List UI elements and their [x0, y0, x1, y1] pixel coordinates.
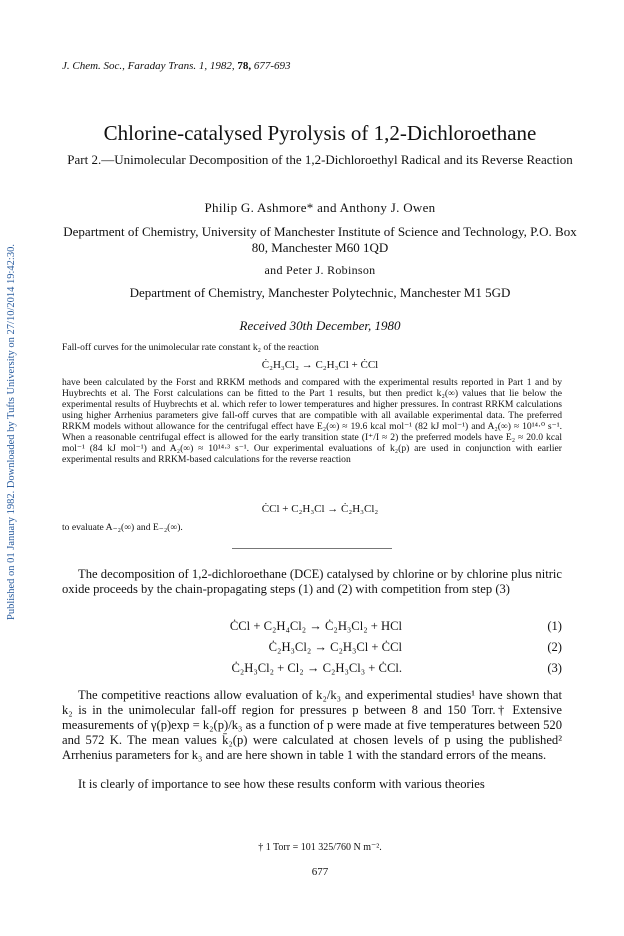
footnote: † 1 Torr = 101 325/760 N m⁻².: [258, 842, 382, 853]
affiliation-umist: Department of Chemistry, University of Manchester Institute of Science and Technology, P.O. Box 80, Manchester M60 1QD: [63, 224, 577, 255]
authors-primary: Philip G. Ashmore* and Anthony J. Owen: [204, 200, 436, 215]
affiliation-polytechnic: Department of Chemistry, Manchester Polytechnic, Manchester M1 5GD: [129, 285, 511, 300]
equation-2-expression: Ċ₂H₃Cl₂ → C₂H₃Cl + ĊCl: [268, 640, 402, 654]
abstract-reaction-reverse: ĊCl + C₂H₃Cl → Ċ₂H₃Cl₂: [261, 503, 379, 515]
abstract-intro: Fall-off curves for the unimolecular rate constant k₂ of the reaction: [62, 342, 319, 353]
abstract-body: have been calculated by the Forst and RRKM methods and compared with the experimental results reported in Part 1 and by Huybrechts et al. The Forst calculations can be fitted to the Part 1 results, but then predict k₂(∞) values that lie below the experimental results of Huybrechts et al. which refer to lower temperatures and higher pressures. In contrast RRKM calculations using higher Arrhenius parameters give fall-off curves that are compatible with all available experimental data. The preferred RRKM models without allowance for the centrifugal effect have E₂(∞) ≈ 19.6 kcal mol⁻¹ (82 kJ mol⁻¹) and A₂(∞) ≈ 10¹⁴·⁰ s⁻¹. When a reasonable centrifugal effect is allowed for the early transition state (I⁺/I ≈ 2) the preferred models have E₂ ≈ 20.0 kcal mol⁻¹ (84 kJ mol⁻¹) and A₂(∞) ≈ 10¹⁴·³ s⁻¹. Our experimental evaluations of k₂(p) are used in conjunction with earlier experimental results and RRKM-based calculations for the reverse reaction: [62, 377, 562, 465]
equation-3: [62, 661, 562, 677]
abstract-reaction-forward: Ċ₂H₃Cl₂ → C₂H₃Cl + ĊCl: [261, 359, 379, 371]
journal-pages: 677-693: [253, 60, 291, 72]
equation-2-number: (2): [547, 640, 562, 654]
abstract-conclusion: to evaluate A₋₂(∞) and E₋₂(∞).: [62, 522, 183, 533]
journal-citation: [62, 60, 291, 72]
equation-2: [62, 640, 562, 656]
journal-year: 1982,: [209, 60, 235, 72]
paper-subtitle: Part 2.—Unimolecular Decomposition of the 1,2-Dichloroethyl Radical and its Reverse Reaction: [67, 152, 573, 167]
section-divider: [232, 548, 392, 549]
journal-volume: 78,: [237, 60, 252, 72]
equation-1-number: (1): [547, 619, 562, 633]
paper-title: Chlorine-catalysed Pyrolysis of 1,2-Dichloroethane: [103, 121, 537, 145]
equation-3-expression: Ċ₂H₃Cl₂ + Cl₂ → C₂H₃Cl₃ + ĊCl.: [231, 661, 402, 675]
download-watermark-link[interactable]: Published on 01 January 1982. Downloaded by Tufts University on 27/10/2014 19:42:30.: [6, 244, 17, 620]
body-paragraph-2: The competitive reactions allow evaluation of k₂/k₃ and experimental studies¹ have shown that k₂ is in the unimolecular fall-off region for pressures p between 8 and 150 Torr.† Extensive measurements of γ(p)exp = k₂(p)/k₃ as a function of p were made at five temperatures between 520 and 572 K. The mean values k̄₂(p) were calculated at chosen levels of p using the published² Arrhenius parameters for k₃ and are here shown in table 1 with the standard errors of the means.: [62, 688, 562, 762]
body-paragraph-1: The decomposition of 1,2-dichloroethane (DCE) catalysed by chlorine or by chlorine plus nitric oxide proceeds by the chain-propagating steps (1) and (2) with competition from step (3): [62, 567, 562, 596]
equation-3-number: (3): [547, 661, 562, 675]
received-date: Received 30th December, 1980: [239, 318, 401, 333]
page-number: 677: [311, 866, 329, 878]
authors-secondary: and Peter J. Robinson: [264, 263, 376, 277]
journal-name: J. Chem. Soc., Faraday Trans. 1,: [62, 60, 208, 72]
equation-1: [62, 619, 562, 635]
body-paragraph-3: It is clearly of importance to see how these results conform with various theories: [78, 777, 485, 791]
equation-1-expression: ĊCl + C₂H₄Cl₂ → Ċ₂H₃Cl₂ + HCl: [229, 619, 402, 633]
